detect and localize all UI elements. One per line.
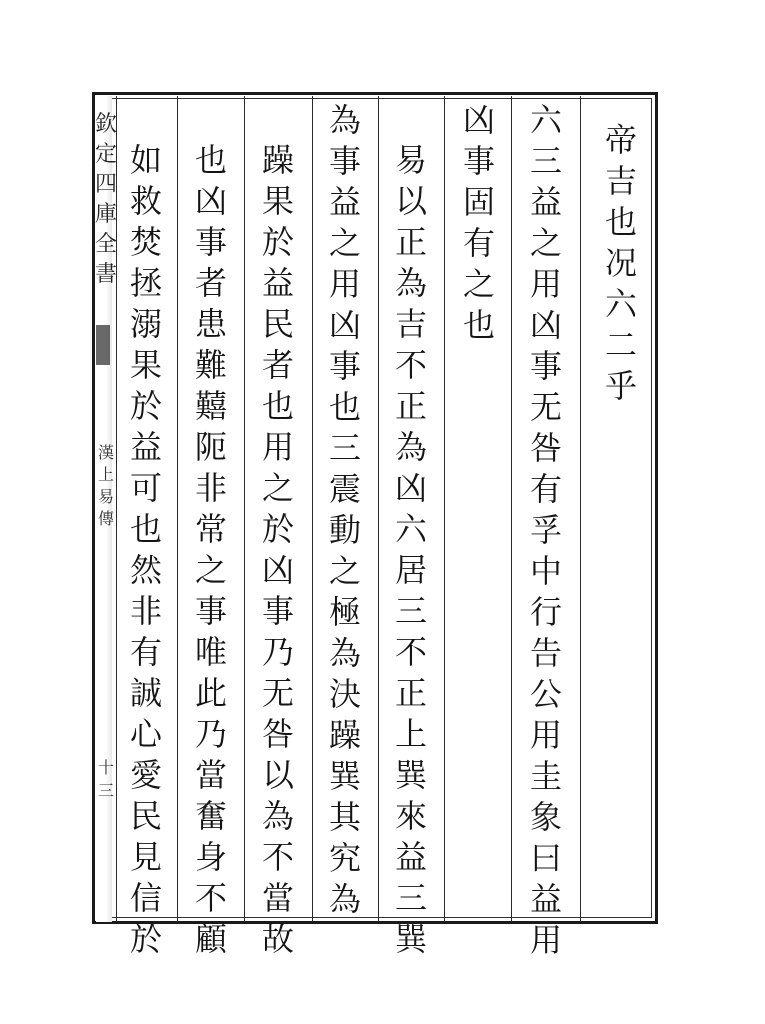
glyph: 溺 bbox=[129, 305, 162, 343]
column-divider bbox=[177, 96, 178, 922]
glyph: 六 bbox=[394, 510, 427, 548]
margin-glyph: 四 bbox=[94, 172, 117, 197]
glyph: 有 bbox=[529, 470, 562, 508]
glyph: 凶 bbox=[462, 101, 495, 139]
glyph: 不 bbox=[194, 879, 227, 917]
glyph: 為 bbox=[328, 101, 361, 139]
glyph: 三 bbox=[529, 142, 562, 180]
glyph: 用 bbox=[529, 921, 562, 959]
glyph: 誠 bbox=[129, 674, 162, 712]
margin-glyph: 庫 bbox=[94, 202, 117, 227]
glyph: 唯 bbox=[194, 633, 227, 671]
glyph: 用 bbox=[529, 265, 562, 303]
glyph: 於 bbox=[129, 387, 162, 425]
glyph: 為 bbox=[261, 797, 294, 835]
glyph: 之 bbox=[462, 265, 495, 303]
glyph: 益 bbox=[529, 880, 562, 918]
glyph: 可 bbox=[129, 469, 162, 507]
glyph: 奮 bbox=[194, 797, 227, 835]
glyph: 於 bbox=[261, 223, 294, 261]
glyph: 者 bbox=[261, 346, 294, 384]
glyph: 行 bbox=[529, 593, 562, 631]
text-column-3 bbox=[455, 100, 503, 920]
glyph: 如 bbox=[129, 141, 162, 179]
glyph: 事 bbox=[328, 142, 361, 180]
glyph: 有 bbox=[129, 633, 162, 671]
glyph: 也 bbox=[462, 306, 495, 344]
glyph: 吉 bbox=[394, 305, 427, 343]
glyph: 象 bbox=[529, 798, 562, 836]
glyph: 乃 bbox=[261, 633, 294, 671]
glyph: 凶 bbox=[529, 306, 562, 344]
glyph: 公 bbox=[529, 675, 562, 713]
glyph: 二 bbox=[604, 326, 637, 364]
glyph: 也 bbox=[604, 203, 637, 241]
glyph: 中 bbox=[529, 552, 562, 590]
glyph: 信 bbox=[129, 879, 162, 917]
glyph: 事 bbox=[529, 347, 562, 385]
glyph: 之 bbox=[194, 551, 227, 589]
margin-glyph: 全 bbox=[94, 232, 117, 257]
glyph: 其 bbox=[328, 798, 361, 836]
glyph: 益 bbox=[261, 264, 294, 302]
glyph: 動 bbox=[328, 511, 361, 549]
margin-glyph: 漢 bbox=[97, 443, 114, 462]
glyph: 顧 bbox=[194, 920, 227, 958]
text-column-6 bbox=[254, 140, 302, 960]
glyph: 乎 bbox=[604, 367, 637, 405]
glyph: 決 bbox=[328, 675, 361, 713]
glyph: 救 bbox=[129, 182, 162, 220]
glyph: 事 bbox=[194, 592, 227, 630]
margin-title bbox=[94, 110, 118, 290]
glyph: 三 bbox=[394, 592, 427, 630]
glyph: 事 bbox=[462, 142, 495, 180]
glyph: 无 bbox=[529, 388, 562, 426]
glyph: 焚 bbox=[129, 223, 162, 261]
glyph: 之 bbox=[328, 224, 361, 262]
glyph: 凶 bbox=[394, 469, 427, 507]
margin-glyph: 上 bbox=[97, 465, 114, 484]
glyph: 巽 bbox=[394, 756, 427, 794]
glyph: 也 bbox=[194, 141, 227, 179]
text-column-7 bbox=[187, 140, 235, 960]
glyph: 為 bbox=[328, 634, 361, 672]
glyph: 上 bbox=[394, 715, 427, 753]
column-divider bbox=[312, 96, 313, 922]
glyph: 難 bbox=[194, 346, 227, 384]
glyph: 无 bbox=[261, 674, 294, 712]
glyph: 於 bbox=[261, 510, 294, 548]
glyph: 拯 bbox=[129, 264, 162, 302]
glyph: 故 bbox=[261, 920, 294, 958]
folio-number: 十三 bbox=[97, 758, 114, 800]
text-column-1 bbox=[597, 120, 645, 940]
glyph: 易 bbox=[394, 141, 427, 179]
glyph: 事 bbox=[194, 223, 227, 261]
column-divider bbox=[511, 96, 512, 922]
margin-glyph: 傳 bbox=[97, 509, 114, 528]
column-divider bbox=[378, 96, 379, 922]
column-divider bbox=[580, 96, 581, 922]
glyph: 六 bbox=[529, 101, 562, 139]
text-column-2 bbox=[522, 100, 570, 959]
glyph: 三 bbox=[328, 429, 361, 467]
fishtail-mark bbox=[96, 325, 110, 365]
glyph: 巽 bbox=[328, 757, 361, 795]
glyph: 益 bbox=[394, 838, 427, 876]
margin-glyph: 欽 bbox=[94, 112, 117, 137]
fold-label bbox=[94, 442, 118, 530]
text-column-4 bbox=[387, 140, 435, 960]
glyph: 三 bbox=[394, 879, 427, 917]
glyph: 益 bbox=[529, 183, 562, 221]
margin-glyph: 易 bbox=[97, 487, 114, 506]
glyph: 以 bbox=[261, 756, 294, 794]
glyph: 此 bbox=[194, 674, 227, 712]
glyph: 極 bbox=[328, 593, 361, 631]
glyph: 心 bbox=[129, 715, 162, 753]
glyph: 愛 bbox=[129, 756, 162, 794]
glyph: 非 bbox=[129, 592, 162, 630]
glyph: 阨 bbox=[194, 428, 227, 466]
glyph: 咎 bbox=[529, 429, 562, 467]
glyph: 益 bbox=[129, 428, 162, 466]
glyph: 曰 bbox=[529, 839, 562, 877]
glyph: 當 bbox=[261, 879, 294, 917]
text-column-8 bbox=[122, 140, 170, 960]
glyph: 為 bbox=[394, 428, 427, 466]
glyph: 吉 bbox=[604, 162, 637, 200]
glyph: 用 bbox=[529, 716, 562, 754]
glyph: 固 bbox=[462, 183, 495, 221]
margin-glyph: 定 bbox=[94, 142, 117, 167]
glyph: 也 bbox=[129, 510, 162, 548]
glyph: 不 bbox=[394, 346, 427, 384]
column-divider bbox=[244, 96, 245, 922]
text-column-5 bbox=[321, 100, 369, 920]
glyph: 居 bbox=[394, 551, 427, 589]
glyph: 用 bbox=[261, 428, 294, 466]
glyph: 躁 bbox=[328, 716, 361, 754]
glyph: 况 bbox=[604, 244, 637, 282]
glyph: 躁 bbox=[261, 141, 294, 179]
column-divider bbox=[444, 96, 445, 922]
glyph: 正 bbox=[394, 674, 427, 712]
glyph: 孚 bbox=[529, 511, 562, 549]
glyph: 為 bbox=[328, 880, 361, 918]
glyph: 民 bbox=[129, 797, 162, 835]
glyph: 囏 bbox=[194, 387, 227, 425]
margin-glyph: 書 bbox=[94, 262, 117, 287]
glyph: 有 bbox=[462, 224, 495, 262]
glyph: 民 bbox=[261, 305, 294, 343]
glyph: 之 bbox=[261, 469, 294, 507]
glyph: 非 bbox=[194, 469, 227, 507]
glyph: 來 bbox=[394, 797, 427, 835]
glyph: 不 bbox=[261, 838, 294, 876]
glyph: 當 bbox=[194, 756, 227, 794]
glyph: 益 bbox=[328, 183, 361, 221]
glyph: 正 bbox=[394, 223, 427, 261]
glyph: 果 bbox=[129, 346, 162, 384]
glyph: 之 bbox=[328, 552, 361, 590]
glyph: 凶 bbox=[261, 551, 294, 589]
glyph: 事 bbox=[261, 592, 294, 630]
glyph: 不 bbox=[394, 633, 427, 671]
glyph: 見 bbox=[129, 838, 162, 876]
glyph: 患 bbox=[194, 305, 227, 343]
glyph: 告 bbox=[529, 634, 562, 672]
glyph: 果 bbox=[261, 182, 294, 220]
glyph: 震 bbox=[328, 470, 361, 508]
glyph: 之 bbox=[529, 224, 562, 262]
glyph: 咎 bbox=[261, 715, 294, 753]
glyph: 究 bbox=[328, 839, 361, 877]
glyph: 常 bbox=[194, 510, 227, 548]
glyph: 為 bbox=[394, 264, 427, 302]
glyph: 以 bbox=[394, 182, 427, 220]
glyph: 身 bbox=[194, 838, 227, 876]
glyph: 圭 bbox=[529, 757, 562, 795]
glyph: 乃 bbox=[194, 715, 227, 753]
glyph: 然 bbox=[129, 551, 162, 589]
glyph: 凶 bbox=[194, 182, 227, 220]
glyph: 者 bbox=[194, 264, 227, 302]
glyph: 凶 bbox=[328, 306, 361, 344]
glyph: 六 bbox=[604, 285, 637, 323]
glyph: 於 bbox=[129, 920, 162, 958]
glyph: 巽 bbox=[394, 920, 427, 958]
glyph: 事 bbox=[328, 347, 361, 385]
glyph: 正 bbox=[394, 387, 427, 425]
glyph: 帝 bbox=[604, 121, 637, 159]
glyph: 也 bbox=[261, 387, 294, 425]
glyph: 也 bbox=[328, 388, 361, 426]
glyph: 用 bbox=[328, 265, 361, 303]
